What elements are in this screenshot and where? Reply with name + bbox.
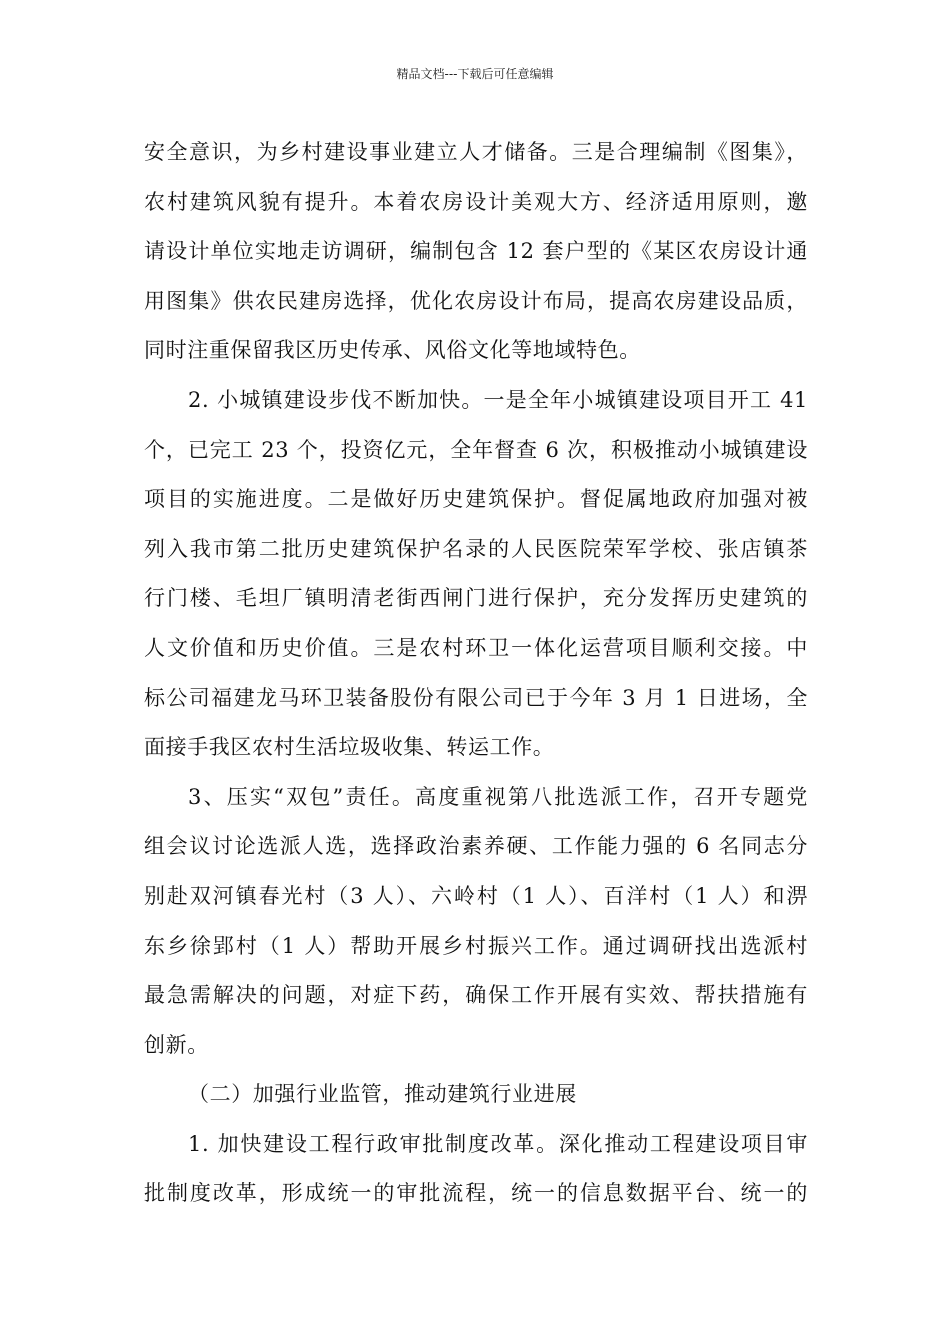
text-line: 组会议讨论选派人选，选择政治素养硬、工作能力强的 6 名同志分	[144, 834, 808, 859]
text-line: 请设计单位实地走访调研，编制包含 12 套户型的《某区农房设计通	[144, 239, 808, 264]
text-line: 同时注重保留我区历史传承、风俗文化等地域特色。	[144, 338, 641, 363]
text-line: 面接手我区农村生活垃圾收集、转运工作。	[144, 735, 555, 760]
text-line: 人文价值和历史价值。三是农村环卫一体化运营项目顺利交接。中	[144, 635, 808, 660]
document-body	[144, 128, 808, 1219]
text-line: 最急需解决的问题，对症下药，确保工作开展有实效、帮扶措施有	[144, 983, 808, 1008]
text-line: 个，已完工 23 个，投资亿元，全年督查 6 次，积极推动小城镇建设	[144, 437, 808, 462]
text-line: 别赴双河镇春光村（3 人）、六岭村（1 人）、百洋村（1 人）和淠	[144, 883, 808, 908]
section-heading: （二）加强行业监管，推动建筑行业进展	[188, 1082, 577, 1107]
page-header-watermark: 精品文档---下载后可任意编辑	[396, 67, 554, 81]
text-line: 批制度改革，形成统一的审批流程，统一的信息数据平台、统一的	[144, 1181, 808, 1206]
text-line: 行门楼、毛坦厂镇明清老街西闸门进行保护，充分发挥历史建筑的	[144, 586, 808, 611]
text-line: 3、压实“双包”责任。高度重视第八批选派工作，召开专题党	[188, 784, 808, 809]
text-line: 创新。	[144, 1032, 209, 1057]
text-line: 农村建筑风貌有提升。本着农房设计美观大方、经济适用原则，邀	[144, 189, 808, 214]
text-line: 东乡徐郢村（1 人）帮助开展乡村振兴工作。通过调研找出选派村	[144, 933, 808, 958]
text-line: 安全意识，为乡村建设事业建立人才储备。三是合理编制《图集》，	[144, 140, 808, 164]
text-line: 2. 小城镇建设步伐不断加快。一是全年小城镇建设项目开工 41	[188, 387, 808, 412]
text-line: 列入我市第二批历史建筑保护名录的人民医院荣军学校、张店镇茶	[144, 536, 808, 561]
text-line: 用图集》供农民建房选择，优化农房设计布局，提高农房建设品质，	[144, 288, 808, 313]
text-line: 标公司福建龙马环卫装备股份有限公司已于今年 3 月 1 日进场，全	[144, 685, 808, 710]
text-line: 1. 加快建设工程行政审批制度改革。深化推动工程建设项目审	[188, 1131, 808, 1156]
text-line: 项目的实施进度。二是做好历史建筑保护。督促属地政府加强对被	[144, 487, 808, 512]
